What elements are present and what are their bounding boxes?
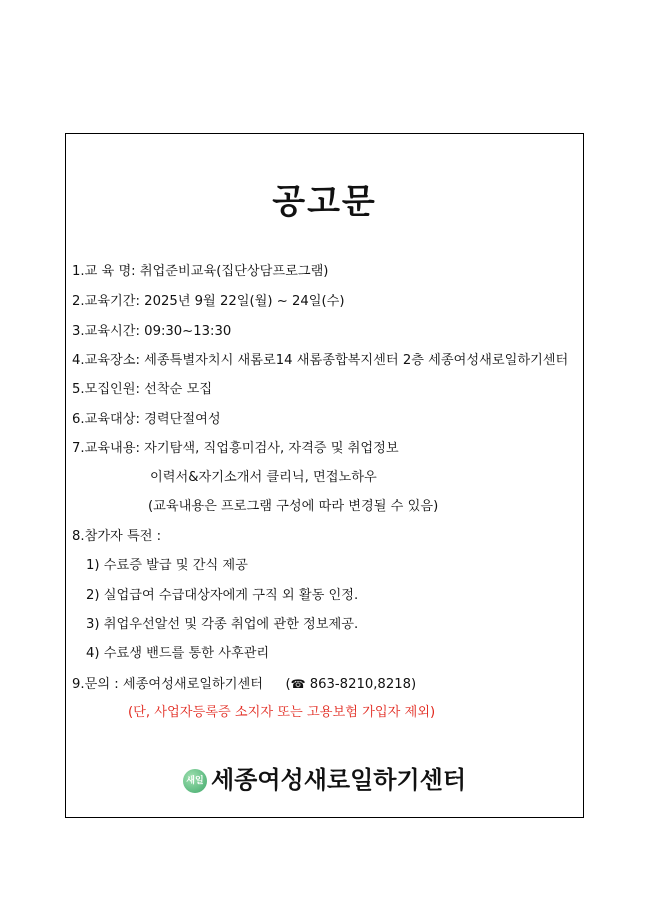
benefit-4: 4) 수료생 밴드를 통한 사후관리: [86, 646, 270, 661]
benefit-1: 1) 수료증 발급 및 간식 제공: [86, 558, 248, 573]
org-name: 세종여성새로일하기센터: [210, 766, 467, 794]
phone-icon: ☎: [290, 677, 306, 691]
contact-label: 9.문의 : 세종여성새로일하기센터: [72, 677, 264, 692]
item-benefits: 8.참가자 특전 :: [72, 529, 162, 544]
item-program-name: 1.교 육 명: 취업준비교육(집단상담프로그램): [72, 264, 329, 279]
item-capacity: 5.모집인원: 선착순 모집: [72, 382, 213, 397]
item-target: 6.교육대상: 경력단절여성: [72, 412, 221, 427]
contact-paren: (: [285, 677, 291, 692]
item-time: 3.교육시간: 09:30~13:30: [72, 324, 232, 339]
item-period: 2.교육기간: 2025년 9월 22일(월) ~ 24일(수): [72, 294, 345, 309]
benefit-3: 3) 취업우선알선 및 각종 취업에 관한 정보제공.: [86, 617, 359, 632]
notice-frame: [65, 133, 584, 818]
item-content-2: 이력서&자기소개서 클리닉, 면접노하우: [150, 470, 377, 485]
item-content: 7.교육내용: 자기탐색, 직업흥미검사, 자격증 및 취업정보: [72, 441, 399, 456]
item-contact: [72, 675, 416, 694]
org-footer: [66, 760, 583, 795]
benefit-2: 2) 실업급여 수급대상자에게 구직 외 활동 인정.: [86, 588, 359, 603]
notice-title: 공고문: [272, 182, 377, 222]
contact-phone: 863-8210,8218): [309, 677, 417, 692]
item-content-note: (교육내용은 프로그램 구성에 따라 변경될 수 있음): [148, 499, 439, 514]
exclusion-note: (단, 사업자등록증 소지자 또는 고용보험 가입자 제외): [128, 705, 436, 720]
item-location: 4.교육장소: 세종특별자치시 새롬로14 새롬종합복지센터 2층 세종여성새로일하기센터: [72, 353, 569, 368]
saeil-logo-icon: 새일: [183, 769, 207, 793]
